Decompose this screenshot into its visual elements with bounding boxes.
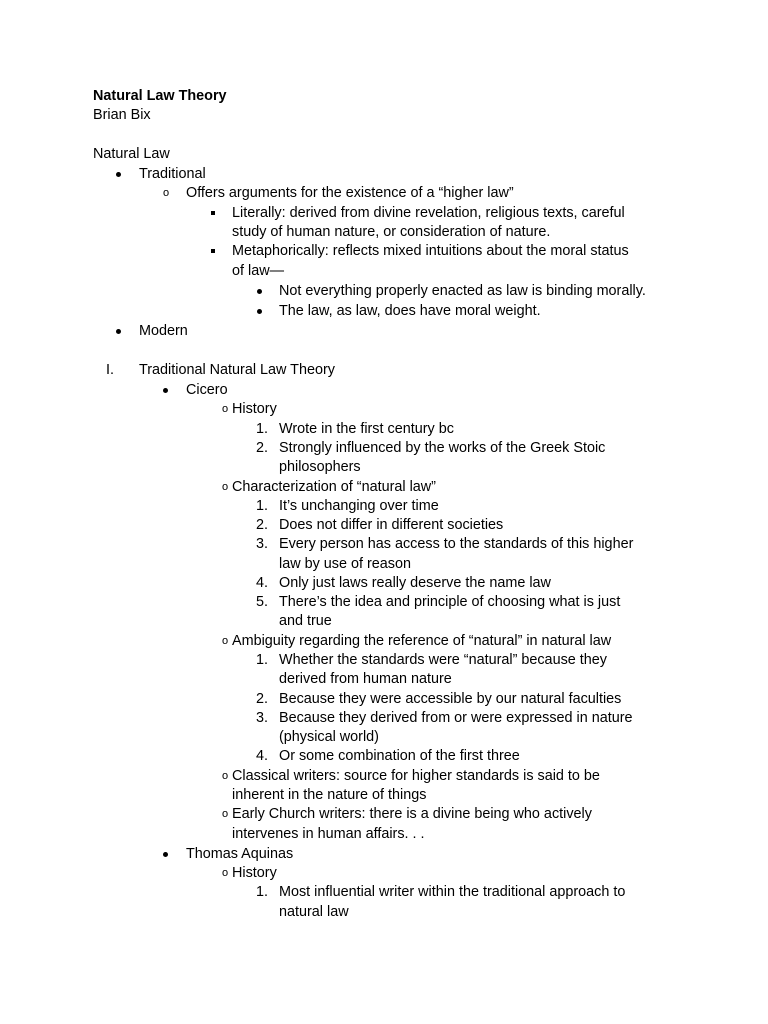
list-item-text: Cicero (186, 382, 228, 398)
list-item-text: The law, as law, does have moral weight. (279, 303, 541, 319)
list-item-text: Because they derived from or were expressed in nature (279, 710, 633, 726)
item-number: 4. (255, 748, 268, 764)
item-number: 1. (255, 421, 268, 437)
list-item-text: History (232, 401, 277, 417)
circle-bullet-icon: o (222, 481, 229, 493)
bullet-icon (163, 852, 168, 857)
section-heading: Natural Law (93, 146, 170, 162)
list-item-text: History (232, 865, 277, 881)
circle-bullet-icon: o (222, 635, 229, 647)
list-item-text: Literally: derived from divine revelation, religious texts, careful (232, 205, 625, 221)
list-item-text: of law— (232, 263, 284, 279)
list-item-text: Most influential writer within the traditional approach to (279, 884, 626, 900)
square-bullet-icon (211, 249, 215, 253)
bullet-icon (116, 329, 121, 334)
list-item-text: Metaphorically: reflects mixed intuitions about the moral status (232, 243, 629, 259)
list-item-text: Offers arguments for the existence of a “higher law” (186, 185, 514, 201)
list-item-text: There’s the idea and principle of choosing what is just (279, 594, 621, 610)
list-item-text: Wrote in the first century bc (279, 421, 454, 437)
list-item-text: natural law (279, 904, 349, 920)
list-item-text: Or some combination of the first three (279, 748, 520, 764)
list-item-text: inherent in the nature of things (232, 787, 427, 803)
list-item-text: Thomas Aquinas (186, 846, 294, 862)
list-item-text: Every person has access to the standards of this higher (279, 536, 634, 552)
list-item-text: study of human nature, or consideration of nature. (232, 224, 551, 240)
item-number: 1. (255, 652, 268, 668)
circle-bullet-icon: o (163, 187, 170, 199)
list-item-text: philosophers (279, 459, 361, 475)
list-item-text: Does not differ in different societies (279, 517, 504, 533)
list-item-text: Only just laws really deserve the name law (279, 575, 551, 591)
circle-bullet-icon: o (222, 867, 229, 879)
list-item-text: Not everything properly enacted as law is binding morally. (279, 283, 646, 299)
item-number: 3. (255, 710, 268, 726)
list-item-text: Because they were accessible by our natural faculties (279, 691, 622, 707)
item-number: 1. (255, 498, 268, 514)
item-number: 4. (255, 575, 268, 591)
list-item-text: Early Church writers: there is a divine being who actively (232, 806, 592, 822)
item-number: 3. (255, 536, 268, 552)
list-item-text: derived from human nature (279, 671, 452, 687)
item-number: 2. (255, 517, 268, 533)
list-item-text: Whether the standards were “natural” because they (279, 652, 607, 668)
bullet-icon (257, 289, 262, 294)
item-number: 2. (255, 691, 268, 707)
list-item-text: Traditional (139, 166, 206, 182)
bullet-icon (163, 388, 168, 393)
circle-bullet-icon: o (222, 808, 229, 820)
document-title: Natural Law Theory (93, 88, 227, 104)
item-number: 5. (255, 594, 268, 610)
bullet-icon (257, 309, 262, 314)
circle-bullet-icon: o (222, 403, 229, 415)
document-author: Brian Bix (93, 107, 151, 123)
item-number: 2. (255, 440, 268, 456)
list-item-text: Characterization of “natural law” (232, 479, 436, 495)
list-item-text: It’s unchanging over time (279, 498, 439, 514)
list-item-text: Modern (139, 323, 188, 339)
list-item-text: law by use of reason (279, 556, 411, 572)
roman-numeral: I. (106, 362, 114, 378)
part-heading: Traditional Natural Law Theory (139, 362, 335, 378)
circle-bullet-icon: o (222, 770, 229, 782)
bullet-icon (116, 172, 121, 177)
item-number: 1. (255, 884, 268, 900)
list-item-text: Ambiguity regarding the reference of “natural” in natural law (232, 633, 612, 649)
list-item-text: and true (279, 613, 332, 629)
list-item-text: (physical world) (279, 729, 379, 745)
list-item-text: intervenes in human affairs. . . (232, 826, 425, 842)
list-item-text: Strongly influenced by the works of the Greek Stoic (279, 440, 606, 456)
list-item-text: Classical writers: source for higher standards is said to be (232, 768, 600, 784)
square-bullet-icon (211, 211, 215, 215)
